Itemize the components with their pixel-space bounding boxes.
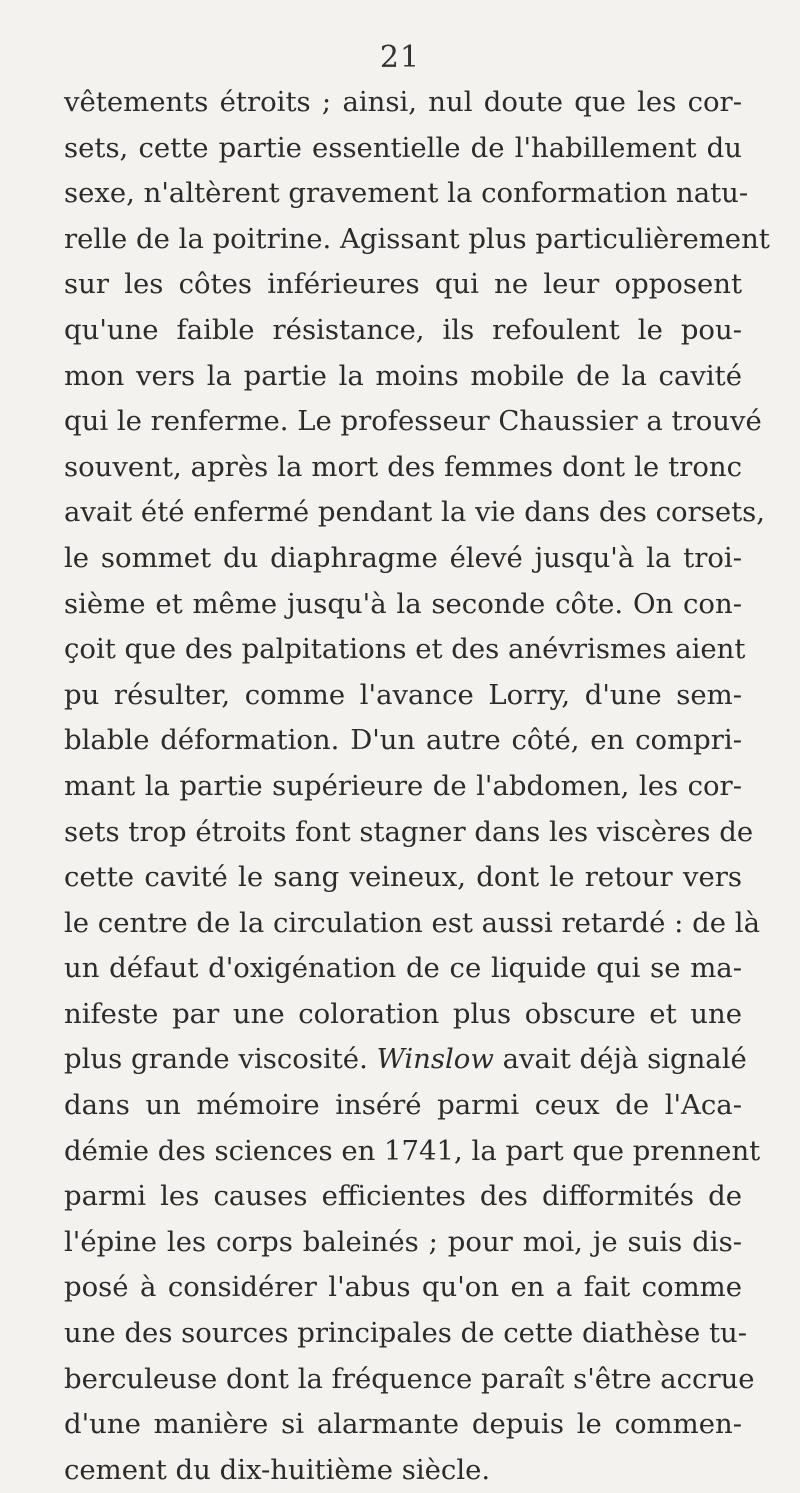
text-line: sexe, n'altèrent gravement la conformation natu- (64, 177, 749, 210)
text-line: nifeste par une coloration plus obscure et une (64, 997, 742, 1030)
text-segment: avait déjà signalé (502, 1043, 747, 1076)
text-line: le sommet du diaphragme élevé jusqu'à la troi- (64, 541, 742, 574)
text-line: cette cavité le sang veineux, dont le retour vers (64, 861, 742, 894)
text-line: sième et même jusqu'à la seconde côte. On con- (64, 587, 742, 620)
text-line: souvent, après la mort des femmes dont le tronc (64, 450, 742, 483)
italic-name: Winslow (376, 1043, 494, 1076)
text-line: dans un mémoire inséré parmi ceux de l'Aca- (64, 1089, 742, 1122)
text-line: berculeuse dont la fréquence paraît s'être accrue (64, 1362, 755, 1395)
text-line: cement du dix-huitième siècle. (64, 1453, 491, 1486)
text-line: mon vers la partie la moins mobile de la cavité (64, 359, 742, 392)
text-line: sets, cette partie essentielle de l'habillement du (64, 131, 742, 164)
page-number: 21 (379, 40, 421, 75)
text-line: sets trop étroits font stagner dans les viscères de (64, 815, 754, 848)
text-line: l'épine les corps baleinés ; pour moi, je suis dis- (64, 1225, 742, 1258)
text-line: qu'une faible résistance, ils refoulent le pou- (64, 313, 742, 346)
text-line: posé à considérer l'abus qu'on en a fait comme (64, 1271, 742, 1304)
text-line: çoit que des palpitations et des anévrismes aient (64, 633, 746, 666)
text-line: pu résulter, comme l'avance Lorry, d'une sem- (64, 678, 742, 711)
text-line: avait été enfermé pendant la vie dans des corsets, (64, 496, 765, 529)
text-line: le centre de la circulation est aussi retardé : de là (64, 906, 760, 939)
text-segment: plus grande viscosité. (64, 1043, 368, 1076)
text-line: d'une manière si alarmante depuis le commen- (64, 1408, 742, 1441)
text-line: sur les côtes inférieures qui ne leur opposent (64, 268, 742, 301)
text-line: relle de la poitrine. Agissant plus particulièrement (64, 222, 770, 255)
text-line-with-italic (64, 1037, 747, 1083)
text-line: démie des sciences en 1741, la part que prennent (64, 1134, 761, 1167)
text-line: blable déformation. D'un autre côté, en compri- (64, 724, 742, 757)
text-line: mant la partie supérieure de l'abdomen, les cor- (64, 769, 742, 802)
text-line: vêtements étroits ; ainsi, nul doute que les cor- (64, 86, 742, 118)
body-text (64, 80, 770, 1493)
text-line: parmi les causes efficientes des difformités de (64, 1180, 742, 1213)
text-line: qui le renferme. Le professeur Chaussier a trouvé (64, 405, 762, 438)
text-line: un défaut d'oxigénation de ce liquide qui se ma- (64, 952, 742, 985)
text-line: une des sources principales de cette diathèse tu- (64, 1317, 748, 1350)
